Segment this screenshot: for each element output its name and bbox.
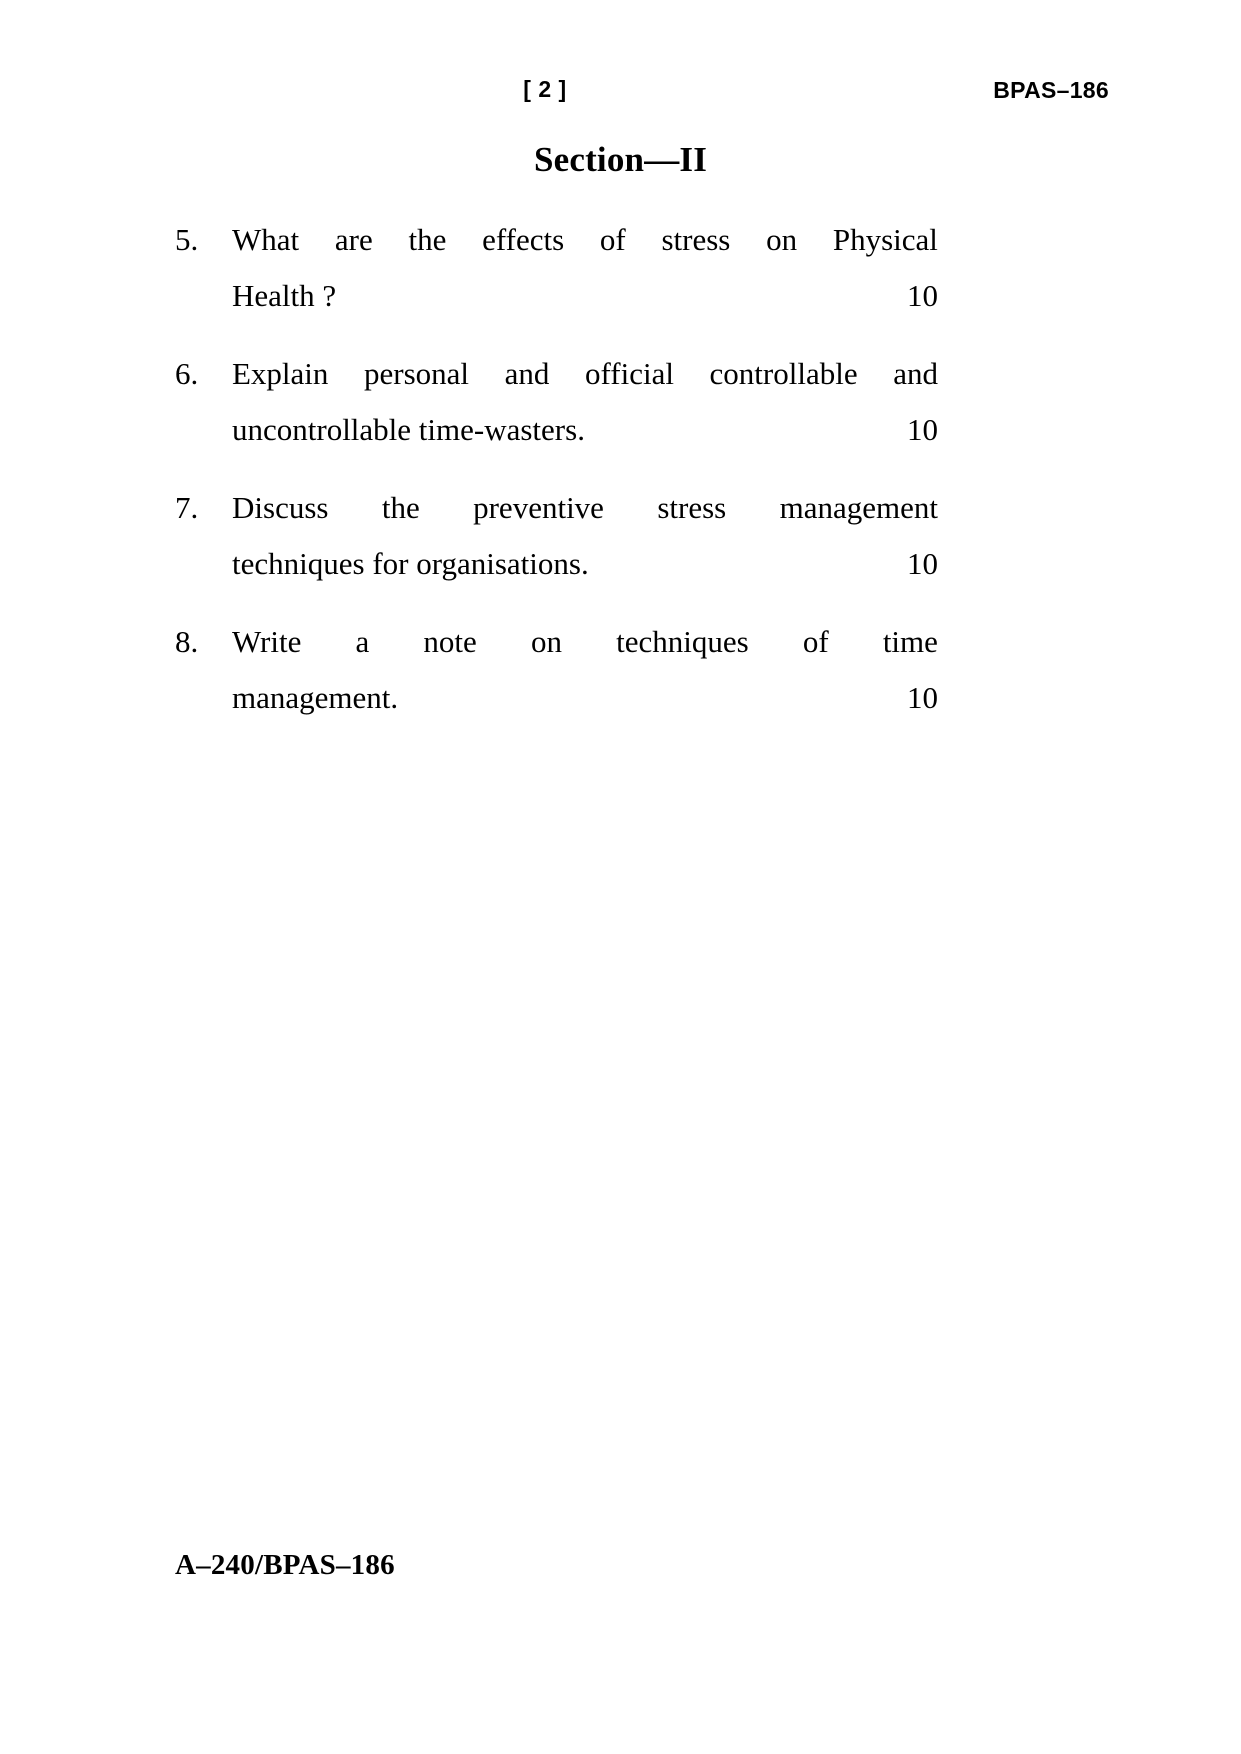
question-item <box>175 212 938 324</box>
text-word: official <box>585 356 674 391</box>
question-body <box>232 212 938 324</box>
text-word: of <box>599 222 626 257</box>
text-word: on <box>766 222 798 257</box>
page-header <box>0 76 1241 110</box>
text-word: of <box>802 624 829 659</box>
footer-code: A–240/BPAS–186 <box>175 1549 395 1581</box>
text-word: Explain <box>232 356 329 391</box>
text-word: management <box>779 490 938 525</box>
question-body <box>232 480 938 592</box>
question-number: 8. <box>175 624 199 659</box>
text-word: Discuss <box>232 490 329 525</box>
text-word: Write <box>232 624 302 659</box>
text-word: and <box>893 356 938 391</box>
text-word: personal <box>364 356 470 391</box>
text-word: stress <box>657 490 727 525</box>
question-text-line <box>232 346 938 402</box>
text-word: preventive <box>473 490 604 525</box>
page-number: [ 2 ] <box>523 76 567 102</box>
text-word: effects <box>482 222 565 257</box>
question-text-line: uncontrollable time-wasters. 10 <box>232 402 938 458</box>
question-body <box>232 614 938 726</box>
section-heading: Section—II <box>533 140 708 179</box>
text-word: the <box>408 222 447 257</box>
question-text-line <box>232 480 938 536</box>
question-text-line: management. 10 <box>232 670 938 726</box>
question-number: 6. <box>175 356 199 391</box>
text-word: a <box>355 624 370 659</box>
text-word: time <box>882 624 938 659</box>
text-word: on <box>530 624 562 659</box>
text-word: the <box>381 490 420 525</box>
question-text-line <box>232 614 938 670</box>
question-marks: 10 <box>907 412 938 447</box>
text-word: techniques <box>616 624 749 659</box>
question-number: 7. <box>175 490 199 525</box>
text-word: controllable <box>709 356 858 391</box>
question-list <box>175 212 938 748</box>
text-word: stress <box>661 222 731 257</box>
question-text-line: techniques for organisations. 10 <box>232 536 938 592</box>
question-number: 5. <box>175 222 199 257</box>
question-item <box>175 480 938 592</box>
question-item <box>175 614 938 726</box>
question-marks: 10 <box>907 278 938 313</box>
text-word: are <box>334 222 373 257</box>
question-text-line: Health ? 10 <box>232 268 938 324</box>
question-body <box>232 346 938 458</box>
text-word: Physical <box>832 222 938 257</box>
text-word: and <box>504 356 550 391</box>
question-marks: 10 <box>907 546 938 581</box>
question-text-line <box>232 212 938 268</box>
text-word: note <box>423 624 477 659</box>
question-item <box>175 346 938 458</box>
text-word: What <box>232 222 300 257</box>
paper-code: BPAS–186 <box>993 77 1109 103</box>
question-marks: 10 <box>907 680 938 715</box>
